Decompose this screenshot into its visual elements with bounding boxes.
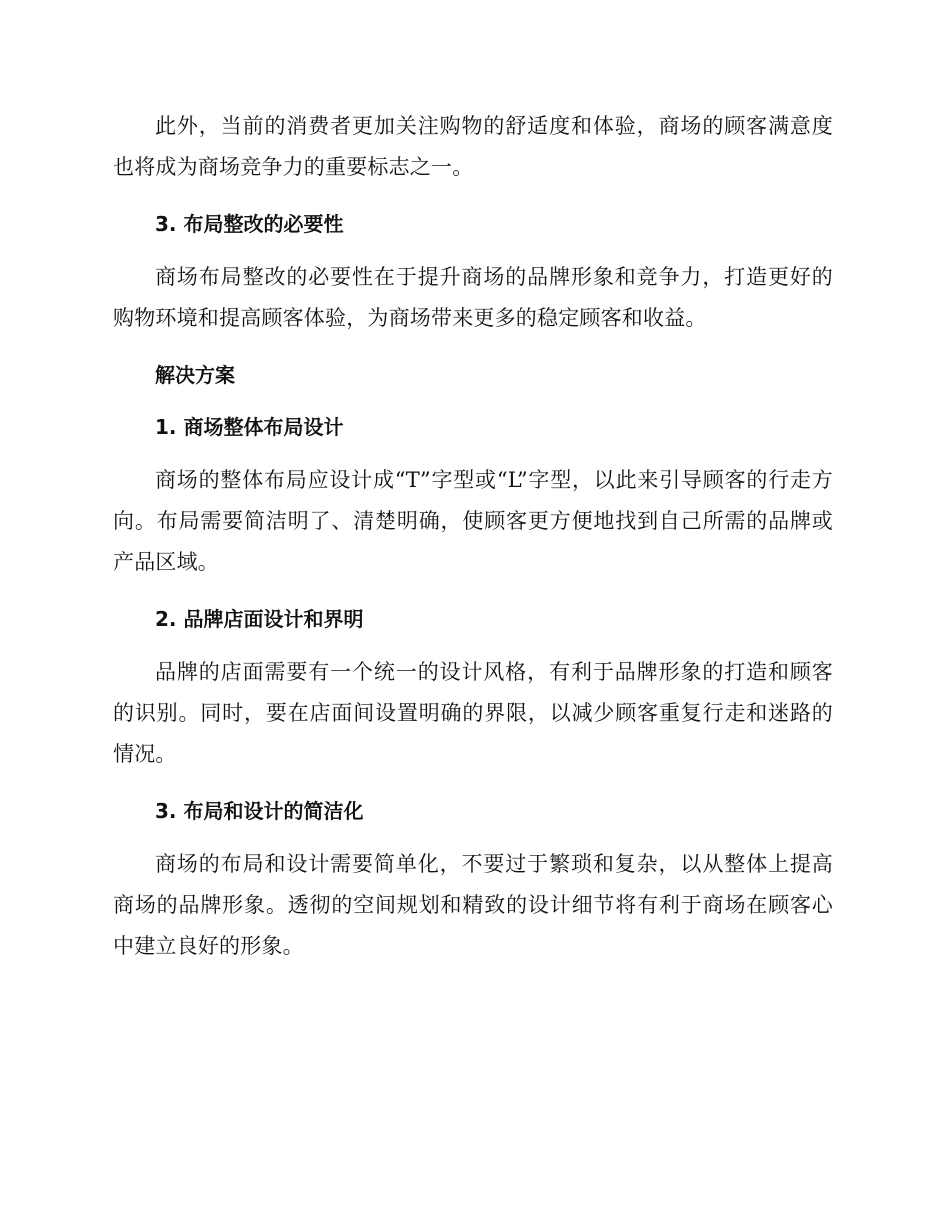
document-body	[113, 106, 833, 984]
heading-layout-necessity: 3. 布局整改的必要性	[155, 212, 344, 236]
heading-overall-layout: 1. 商场整体布局设计	[155, 415, 344, 439]
paragraph-overall-layout: 商场的整体布局应设计成“T”字型或“L”字型，以此来引导顾客的行走方向。布局需要简洁明了、清楚明确，使顾客更方便地找到自己所需的品牌或产品区域。	[113, 468, 833, 574]
heading-solutions: 解决方案	[155, 363, 235, 387]
paragraph-layout-necessity: 商场布局整改的必要性在于提升商场的品牌形象和竞争力，打造更好的购物环境和提高顾客体验，为商场带来更多的稳定顾客和收益。	[113, 265, 833, 330]
heading-storefront-design: 2. 品牌店面设计和界明	[155, 607, 364, 631]
paragraph-simplification: 商场的布局和设计需要简单化，不要过于繁琐和复杂，以从整体上提高商场的品牌形象。透彻的空间规划和精致的设计细节将有利于商场在顾客心中建立良好的形象。	[113, 852, 833, 958]
heading-simplification: 3. 布局和设计的简洁化	[155, 799, 364, 823]
paragraph-storefront-design: 品牌的店面需要有一个统一的设计风格，有利于品牌形象的打造和顾客的识别。同时，要在店面间设置明确的界限，以减少顾客重复行走和迷路的情况。	[113, 660, 833, 766]
paragraph-consumer-satisfaction: 此外，当前的消费者更加关注购物的舒适度和体验，商场的顾客满意度也将成为商场竞争力的重要标志之一。	[113, 114, 833, 179]
